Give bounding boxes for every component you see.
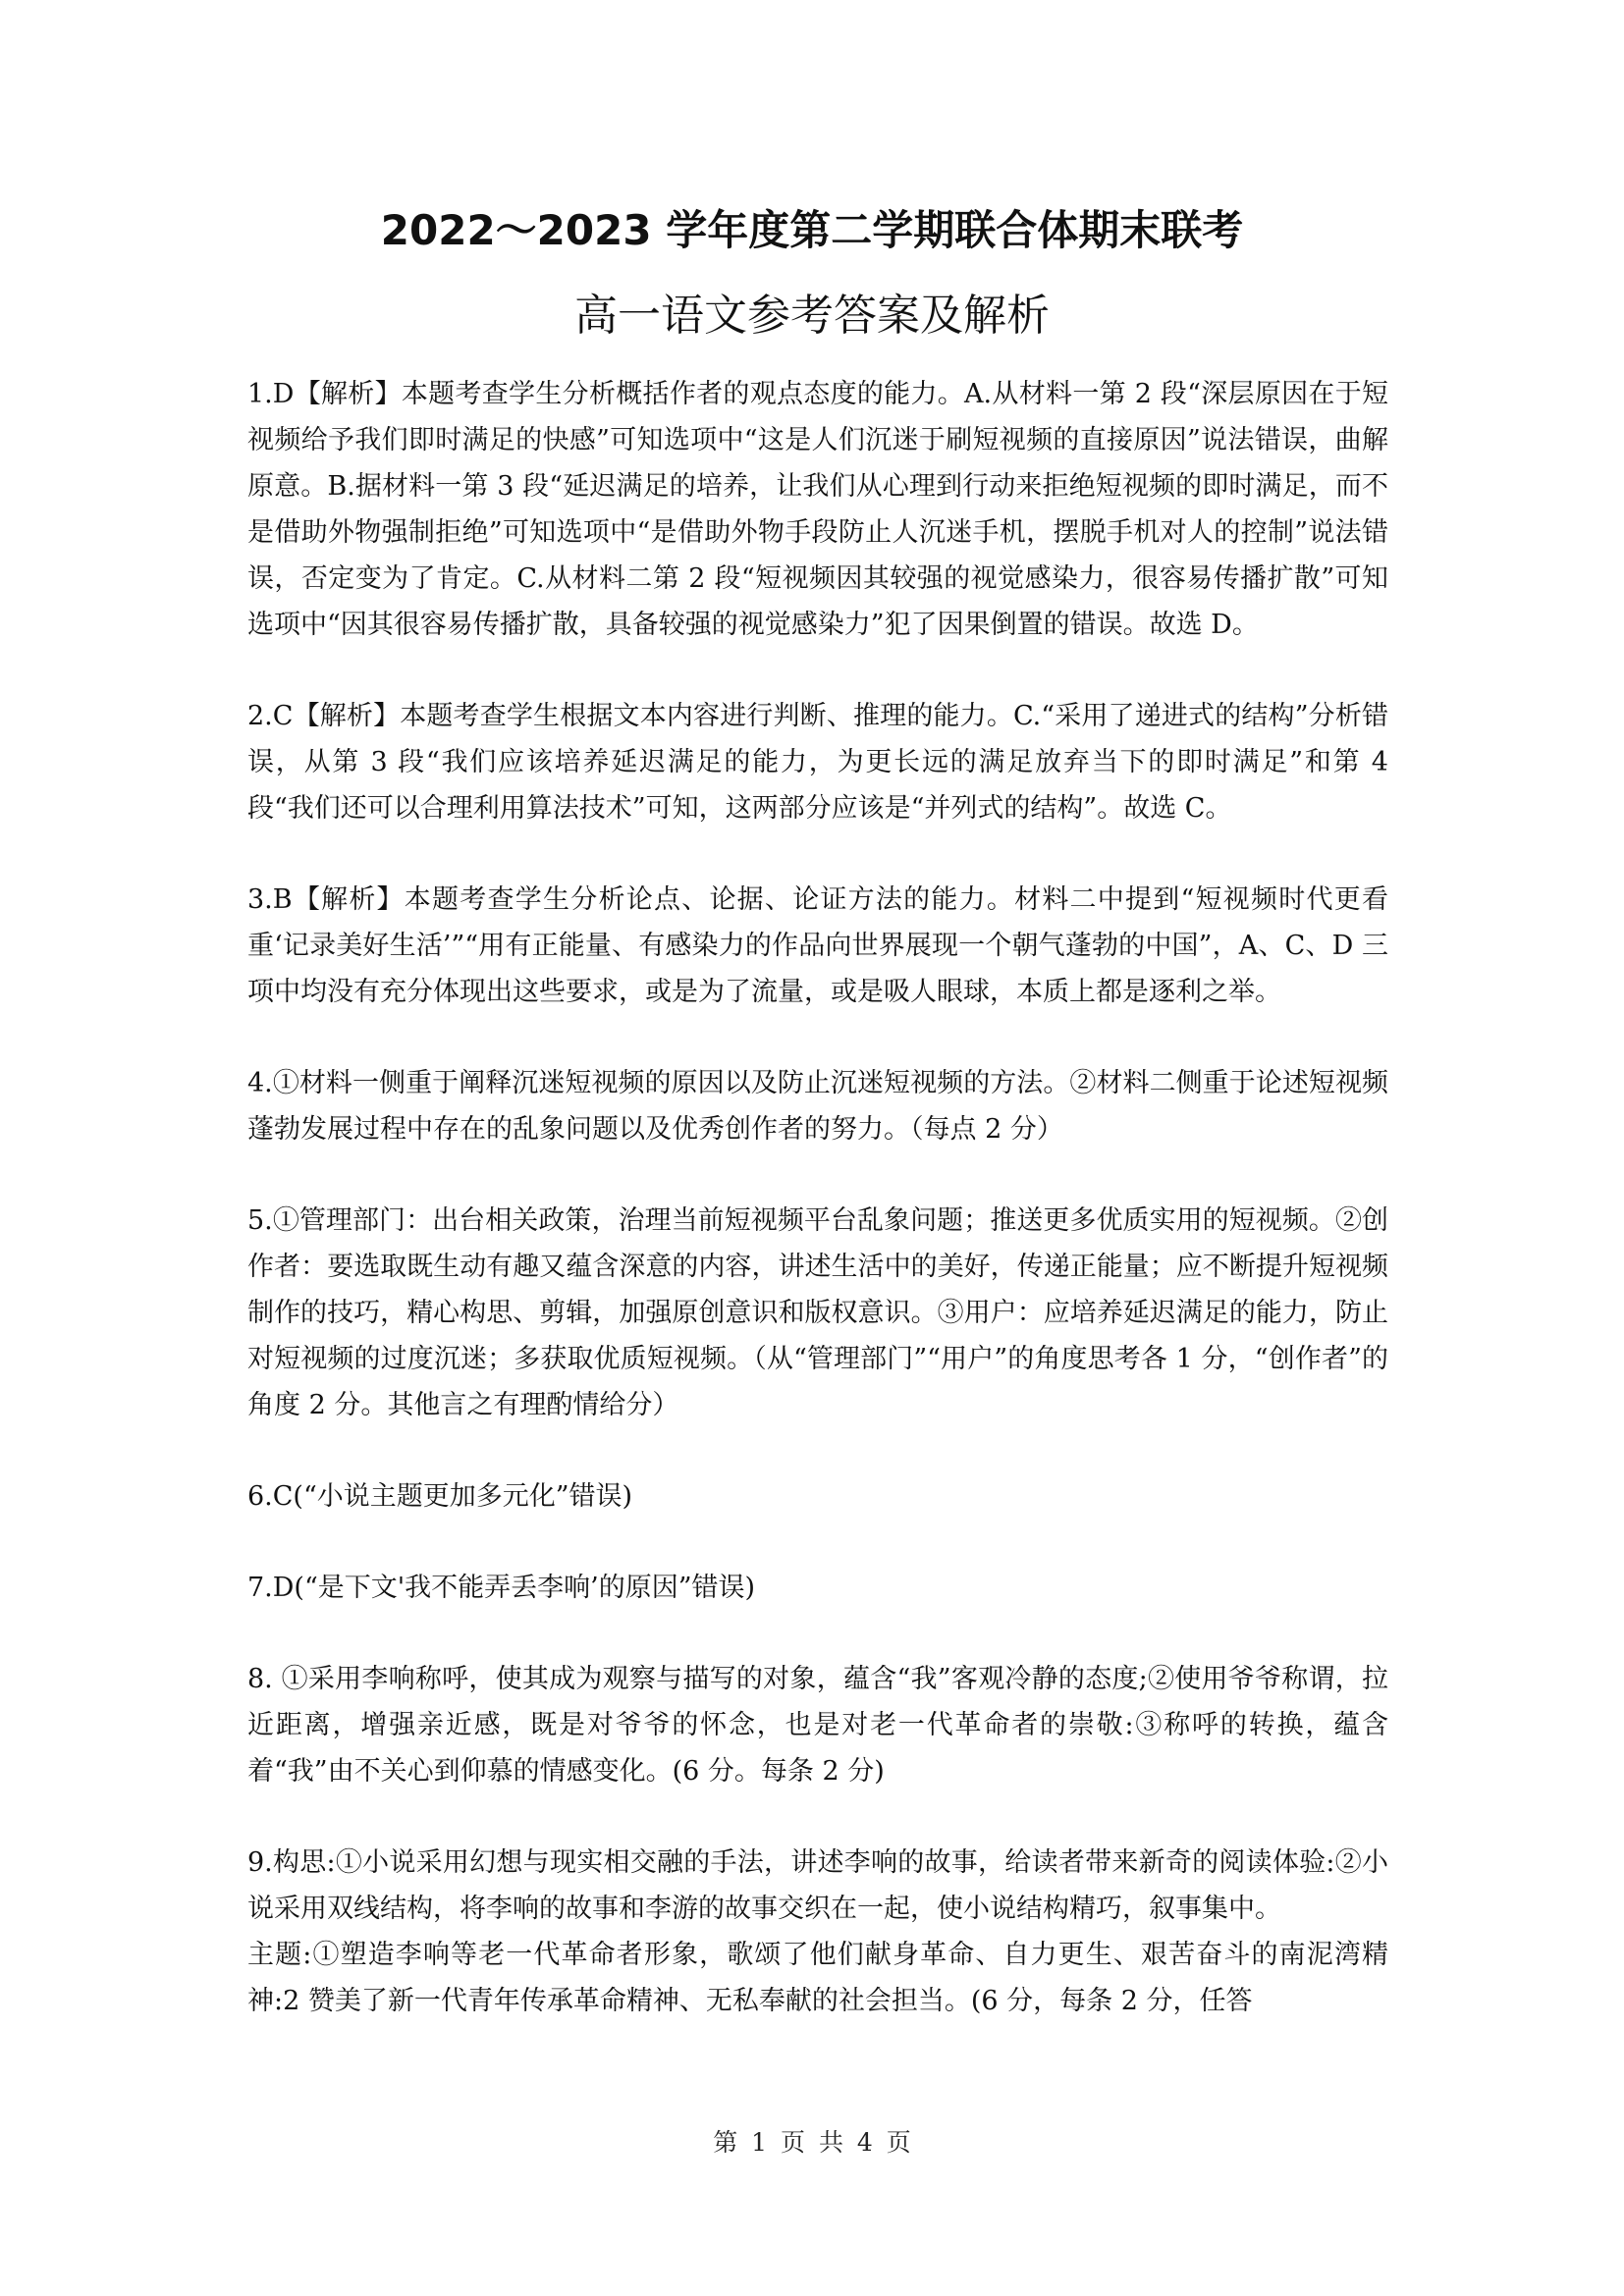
answer-q6: 6.C(“小说主题更加多元化”错误) [247, 1481, 633, 1512]
document-subtitle: 高一语文参考答案及解析 [574, 291, 1050, 341]
answer-q4: 4.①材料一侧重于阐释沉迷短视频的原因以及防止沉迷短视频的方法。②材料二侧重于论述短视频蓬勃发展过程中存在的乱象问题以及优秀创作者的努力。（每点 2 分） [247, 1068, 1388, 1145]
answer-q2: 2.C【解析】本题考查学生根据文本内容进行判断、推理的能力。C.“采用了递进式的结构”分析错误，从第 3 段“我们应该培养延迟满足的能力，为更长远的满足放弃当下的即时满足”和第 4 段“我们还可以合理利用算法技术”可知，这两部分应该是“并列式的结构”。故选 C。 [247, 701, 1388, 824]
answer-q5: 5.①管理部门：出台相关政策，治理当前短视频平台乱象问题；推送更多优质实用的短视频。②创作者：要选取既生动有趣又蕴含深意的内容，讲述生活中的美好，传递正能量；应不断提升短视频制作的技巧，精心构思、剪辑，加强原创意识和版权意识。③用户：应培养延迟满足的能力，防止对短视频的过度沉迷；多获取优质短视频。（从“管理部门”“用户”的角度思考各 1 分，“创作者”的角度 2 分。其他言之有理酌情给分） [247, 1205, 1388, 1420]
page-number: 第 1 页 共 4 页 [713, 2128, 911, 2157]
answer-q1: 1.D【解析】本题考查学生分析概括作者的观点态度的能力。A.从材料一第 2 段“深层原因在于短视频给予我们即时满足的快感”可知选项中“这是人们沉迷于刷短视频的直接原因”说法错误，曲解原意。B.据材料一第 3 段“延迟满足的培养，让我们从心理到行动来拒绝短视频的即时满足，而不是借助外物强制拒绝”可知选项中“是借助外物手段防止人沉迷手机，摆脱手机对人的控制”说法错误，否定变为了肯定。C.从材料二第 2 段“短视频因其较强的视觉感染力，很容易传播扩散”可知选项中“因其很容易传播扩散，具备较强的视觉感染力”犯了因果倒置的错误。故选 D。 [247, 379, 1388, 640]
answer-q9-theme: 主题:①塑造李响等老一代革命者形象，歌颂了他们献身革命、自力更生、艰苦奋斗的南泥湾精神:2 赞美了新一代青年传承革命精神、无私奉献的社会担当。(6 分，每条 2 分，任答 [247, 1940, 1388, 2016]
answer-q8: 8. ①采用李响称呼，使其成为观察与描写的对象，蕴含“我”客观冷静的态度;②使用爷爷称谓，拉近距离，增强亲近感，既是对爷爷的怀念，也是对老一代革命者的崇敬:③称呼的转换，蕴含着“我”由不关心到仰慕的情感变化。(6 分。每条 2 分) [247, 1664, 1388, 1787]
answer-q9: 9.构思:①小说采用幻想与现实相交融的手法，讲述李响的故事，给读者带来新奇的阅读体验:②小说采用双线结构，将李响的故事和李游的故事交织在一起，使小说结构精巧，叙事集中。 [247, 1847, 1388, 1924]
document-title: 2022～2023 学年度第二学期联合体期末联考 [380, 206, 1244, 254]
answer-q7: 7.D(“是下文'我不能弄丢李响’的原因”错误) [247, 1573, 756, 1603]
answer-q3: 3.B【解析】本题考查学生分析论点、论据、论证方法的能力。材料二中提到“短视频时代更看重‘记录美好生活’”“用有正能量、有感染力的作品向世界展现一个朝气蓬勃的中国”，A、C、D 三项中均没有充分体现出这些要求，或是为了流量，或是吸人眼球，本质上都是逐利之举。 [247, 884, 1388, 1007]
answer-list [247, 371, 1388, 2024]
